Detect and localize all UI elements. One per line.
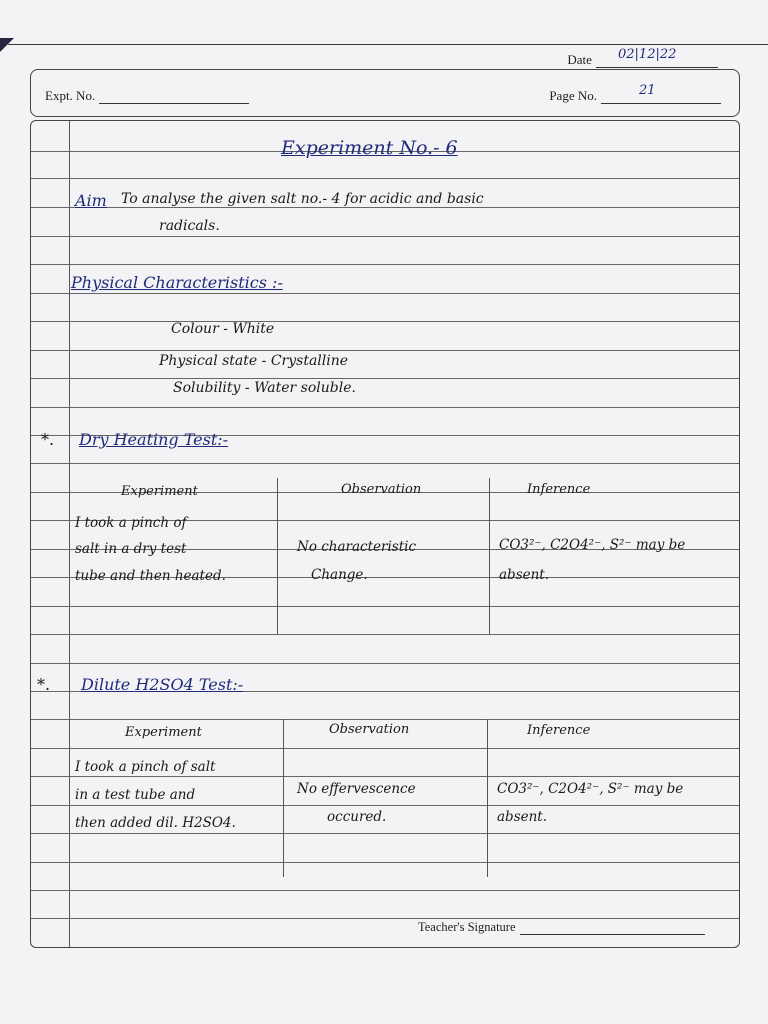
table1-inference-line1: CO3²⁻, C2O4²⁻, S²⁻ may be [499,537,686,553]
teacher-signature-label: Teacher's Signature [418,920,516,934]
table2-experiment-line1: I took a pinch of salt [75,759,216,775]
table1-observation-line2: Change. [311,567,368,583]
table1-experiment-line2: salt in a dry test [75,541,187,557]
experiment-title: Experiment No.- 6 [281,137,458,159]
table2-header-inference: Inference [527,723,591,738]
table1-divider-1 [277,478,278,634]
characteristic-physical-state: Physical state - Crystalline [159,353,349,369]
table2-observation-line2: occured. [327,809,387,825]
margin-line [69,121,70,947]
page-no-value: 21 [639,83,656,98]
table2-inference-line2: absent. [497,809,548,825]
characteristic-colour: Colour - White [171,321,275,337]
top-rule [8,44,768,45]
table2-observation-line1: No effervescence [297,781,416,797]
table1-divider-2 [489,478,490,634]
expt-field [45,88,249,104]
table1-observation-line1: No characteristic [297,539,417,555]
aim-text-line1: To analyse the given salt no.- 4 for acidic and basic [121,191,484,207]
characteristic-solubility: Solubility - Water soluble. [173,380,356,396]
date-value: 02|12|22 [618,47,677,62]
table2-divider-1 [283,719,284,877]
physical-characteristics-heading: Physical Characteristics :- [71,273,283,292]
table2-divider-2 [487,719,488,877]
page-corner-mark [0,38,14,52]
teacher-signature-field [418,920,705,935]
section2-bullet: *. [37,675,51,694]
table2-experiment-line2: in a test tube and [75,787,196,803]
table1-header-observation: Observation [341,482,422,497]
table1-header-experiment: Experiment [121,484,198,499]
date-field [567,47,718,68]
aim-label: Aim [75,191,107,210]
page-no-label: Page No. [549,88,597,103]
table1-header-inference: Inference [527,482,591,497]
aim-text-line2: radicals. [159,218,220,234]
section1-heading: Dry Heating Test:- [79,430,229,449]
table1-inference-line2: absent. [499,567,550,583]
table2-inference-line1: CO3²⁻, C2O4²⁻, S²⁻ may be [497,781,684,797]
table2-header-observation: Observation [329,722,410,737]
expt-label: Expt. No. [45,88,96,103]
section1-bullet: *. [41,430,55,449]
table1-experiment-line1: I took a pinch of [75,515,187,531]
section2-heading: Dilute H2SO4 Test:- [81,675,244,694]
header-box [30,69,740,117]
ruled-area [30,120,740,948]
date-label: Date [567,52,592,67]
page-no-field [549,83,721,104]
table1-experiment-line3: tube and then heated. [75,568,226,584]
table2-experiment-line3: then added dil. H2SO4. [75,815,236,831]
table2-header-experiment: Experiment [125,725,202,740]
